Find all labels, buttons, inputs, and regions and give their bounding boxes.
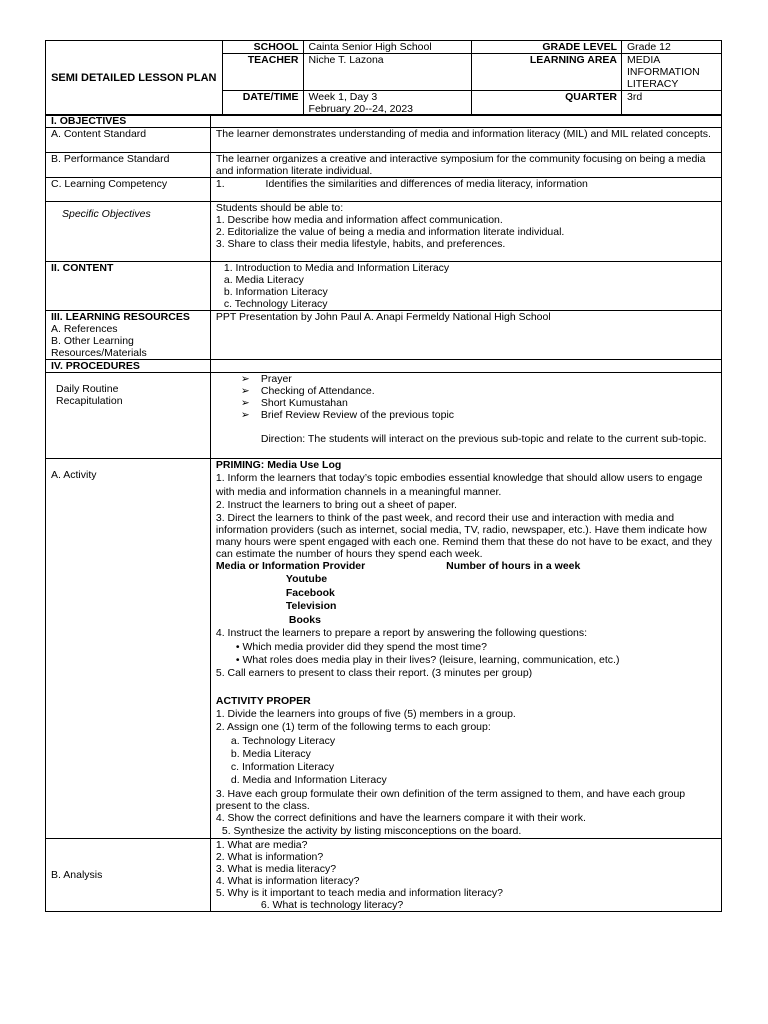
competency-description: Identifies the similarities and differences of media literacy, information: [265, 178, 588, 190]
learning-area-label: LEARNING AREA: [472, 54, 622, 91]
daily-routine-list: [210, 373, 721, 459]
specific-objectives-list: [210, 202, 721, 262]
analysis-question: 2. What is information?: [215, 851, 324, 864]
routine-item: ➢ Short Kumustahan: [216, 397, 716, 409]
content-list: [210, 262, 721, 311]
proper-step: 2. Assign one (1) term of the following terms to each group:: [215, 721, 491, 734]
proper-step: 3. Have each group formulate their own definition of the term assigned to them, and have each group present to the class.: [215, 787, 686, 812]
term-item: b. Media Literacy: [230, 747, 311, 760]
teacher-label: TEACHER: [222, 54, 303, 91]
lesson-plan-table: [45, 114, 722, 912]
content-item: a. Media Literacy: [223, 274, 304, 286]
provider-column-header: Media or Information Provider: [215, 560, 366, 573]
school-label: SCHOOL: [222, 41, 303, 54]
specific-intro: Students should be able to:: [215, 202, 344, 214]
provider-item: Youtube: [285, 573, 328, 586]
content-item: b. Information Literacy: [223, 286, 328, 298]
daily-routine-label: Daily Routine: [56, 383, 119, 395]
specific-item: 3. Share to class their media lifestyle, habits, and preferences.: [215, 238, 506, 250]
quarter-value: 3rd: [622, 91, 722, 116]
performance-standard-label: B. Performance Standard: [46, 153, 211, 178]
proper-step: 5. Synthesize the activity by listing misconceptions on the board.: [221, 825, 522, 838]
priming-step: 3. Direct the learners to think of the past week, and record their use and interaction with media and information providers (such as internet, social media, TV, radio, newspaper, etc.). Have them indicate how many hours were spent engaged with each one. Remind them that these do not have to be exact, and they can estimate the number of hours they spend each week.: [215, 512, 713, 561]
analysis-question: 3. What is media literacy?: [215, 863, 337, 876]
performance-standard-text: The learner organizes a creative and interactive symposium for the community focusing on being a media and information literate individual.: [210, 153, 721, 178]
analysis-question: 1. What are media?: [215, 839, 308, 852]
report-question: • Which media provider did they spend the most time?: [235, 640, 487, 653]
direction-text: Direction: The students will interact on the previous sub-topic and relate to the current sub-topic.: [260, 433, 707, 445]
priming-title: PRIMING: Media Use Log: [215, 459, 342, 471]
analysis-question: 4. What is information literacy?: [215, 875, 360, 888]
content-standard-text: The learner demonstrates understanding of media and information literacy (MIL) and MIL related concepts.: [210, 128, 721, 153]
analysis-label: B. Analysis: [46, 839, 211, 912]
date-time-value: [303, 91, 472, 116]
school-value: Cainta Senior High School: [303, 41, 472, 54]
hours-column-header: Number of hours in a week: [446, 560, 581, 573]
procedures-heading: IV. PROCEDURES: [46, 360, 211, 373]
activity-proper-title: ACTIVITY PROPER: [215, 694, 311, 707]
learning-competency-label: C. Learning Competency: [46, 178, 211, 202]
objectives-heading: I. OBJECTIVES: [46, 115, 211, 128]
grade-level-label: GRADE LEVEL: [472, 41, 622, 54]
priming-step: 1. Inform the learners that today’s topic embodies essential knowledge that should allow users to engage with media and information channels in a meaningful manner.: [215, 472, 703, 498]
date-time-label: DATE/TIME: [222, 91, 303, 116]
provider-item: Television: [285, 600, 337, 613]
teacher-value: Niche T. Lazona: [303, 54, 472, 91]
priming-step: 4. Instruct the learners to prepare a report by answering the following questions:: [215, 627, 588, 640]
report-question: • What roles does media play in their lives? (leisure, learning, communication, etc.): [235, 654, 620, 667]
routine-item: ➢ Prayer: [216, 373, 716, 385]
grade-level-value: Grade 12: [622, 41, 722, 54]
specific-item: 1. Describe how media and information affect communication.: [215, 214, 503, 226]
term-item: d. Media and Information Literacy: [230, 774, 387, 787]
analysis-questions: [210, 839, 721, 912]
learning-area-value: MEDIA INFORMATION LITERACY: [622, 54, 722, 91]
media-log-header: [216, 560, 716, 573]
content-item: 1. Introduction to Media and Information Literacy: [223, 262, 450, 274]
provider-item: Books: [288, 613, 321, 626]
quarter-label: QUARTER: [472, 91, 622, 116]
references-label: A. References: [51, 323, 118, 335]
other-resources-label: B. Other Learning Resources/Materials: [51, 335, 147, 359]
specific-item: 2. Editorialize the value of being a media and information literate individual.: [215, 226, 565, 238]
content-standard-label: A. Content Standard: [46, 128, 211, 153]
learning-competency-text: [210, 178, 721, 202]
provider-item: Facebook: [285, 586, 335, 599]
objectives-heading-blank: [210, 115, 721, 128]
resources-label-cell: [46, 311, 211, 360]
resources-heading: III. LEARNING RESOURCES: [51, 311, 190, 323]
competency-number: 1.: [215, 178, 225, 190]
content-heading: II. CONTENT: [46, 262, 211, 311]
routine-item: ➢ Checking of Attendance.: [216, 385, 716, 397]
priming-step: 5. Call earners to present to class their report. (3 minutes per group): [215, 667, 533, 680]
activity-label: A. Activity: [46, 459, 211, 839]
header-table: [45, 40, 722, 116]
daily-routine-label-cell: [46, 373, 211, 459]
resources-text: PPT Presentation by John Paul A. Anapi Fermeldy National High School: [210, 311, 721, 360]
activity-content: [210, 459, 721, 839]
procedures-heading-blank: [210, 360, 721, 373]
priming-step: 2. Instruct the learners to bring out a sheet of paper.: [215, 498, 457, 511]
content-item: c. Technology Literacy: [223, 298, 328, 310]
lesson-plan-title: SEMI DETAILED LESSON PLAN: [46, 41, 223, 116]
term-item: a. Technology Literacy: [230, 734, 336, 747]
date-range: February 20--24, 2023: [308, 103, 414, 115]
specific-objectives-label: Specific Objectives: [46, 202, 211, 262]
term-item: c. Information Literacy: [230, 761, 335, 774]
proper-step: 4. Show the correct definitions and have the learners compare it with their work.: [215, 811, 586, 824]
date-week: Week 1, Day 3: [308, 91, 378, 103]
routine-item: ➢ Brief Review Review of the previous topic: [216, 409, 716, 421]
recapitulation-label: Recapitulation: [56, 395, 123, 407]
proper-step: 1. Divide the learners into groups of five (5) members in a group.: [215, 707, 516, 720]
analysis-question: 5. Why is it important to teach media and information literacy?: [215, 887, 503, 900]
analysis-question: 6. What is technology literacy?: [260, 899, 404, 912]
